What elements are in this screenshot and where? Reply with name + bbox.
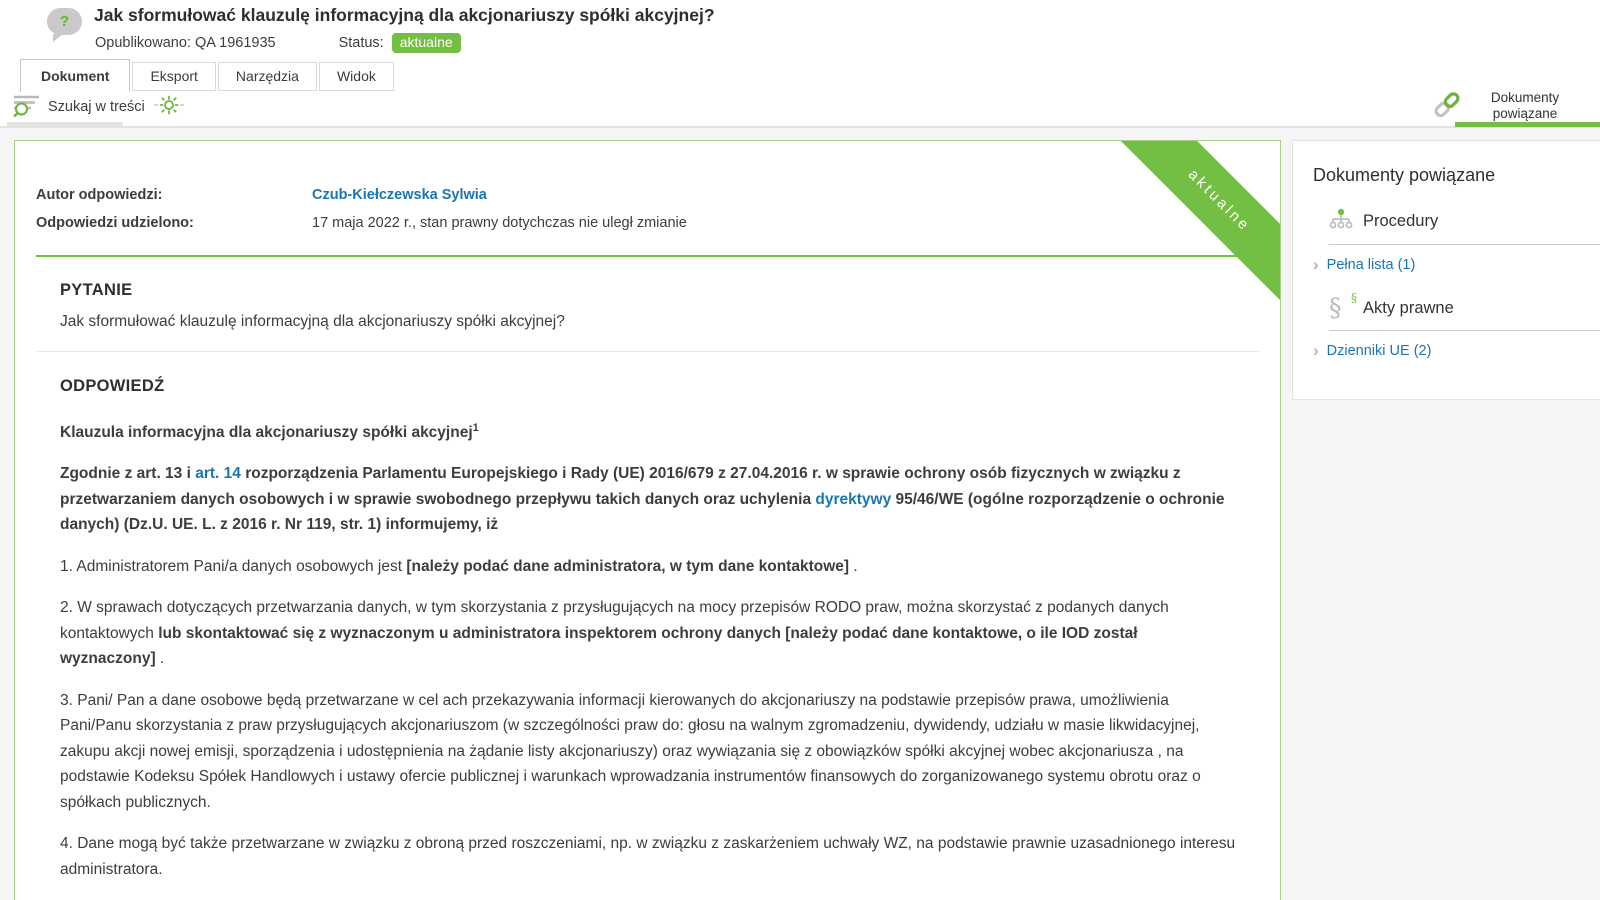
status-label: Status: <box>338 35 384 51</box>
answer-section <box>15 352 1280 900</box>
answer-title: Klauzula informacyjna dla akcjonariuszy spółki akcyjnej$^1$ <box>60 421 479 441</box>
search-in-content-button[interactable] <box>13 90 185 124</box>
related-documents-label: Dokumenty powiązane <box>1490 90 1560 121</box>
answer-paragraph-1: 1. Administratorem Pani/a danych osobowych jest [należy podać dane administratora, w tym dane kontaktowe] . <box>60 557 858 575</box>
search-lines-icon <box>13 93 40 122</box>
chevron-right-icon: › <box>1313 255 1319 274</box>
answer-intro-paragraph: Zgodnie z art. 13 i art. 14 rozporządzenia Parlamentu Europejskiego i Rady (UE) 2016/679 z 27.04.2016 r. w sprawie ochrony osób fizycznych w związku z przetwarzaniem danych osobowych i w sprawie swobodnego przepływu takich danych oraz uchylenia dyrektywy 95/46/WE (ogólne rozporządzenie o ochronie danych) (Dz.U. UE. L. z 2016 r. Nr 119, str. 1) informujemy, iż <box>60 465 1225 534</box>
inline-link[interactable]: art. 14 <box>195 465 241 483</box>
tab-narzedzia[interactable]: Narzędzia <box>218 62 317 91</box>
question-bubble-icon: ? <box>47 8 82 35</box>
brightness-icon[interactable] <box>153 93 185 121</box>
tab-widok[interactable]: Widok <box>319 62 394 91</box>
chevron-right-icon: › <box>1313 341 1319 360</box>
sidebar-link-label[interactable]: Pełna lista (1) <box>1326 257 1416 273</box>
related-active-underline <box>1455 122 1600 127</box>
answer-date-label: Odpowiedzi udzielono: <box>36 215 194 231</box>
search-label: Szukaj w treści <box>48 99 145 115</box>
tab-dokument[interactable]: Dokument <box>20 59 130 92</box>
sidebar-group-procedury <box>1293 186 1600 235</box>
question-text: Jak sformułować klauzulę informacyjną dla akcjonariuszy spółki akcyjnej? <box>60 313 565 330</box>
header <box>0 0 1600 128</box>
author-label: Autor odpowiedzi: <box>36 187 163 203</box>
answer-date-value: 17 maja 2022 r., stan prawny dotychczas nie uległ zmianie <box>312 215 687 231</box>
related-documents-button[interactable] <box>1430 86 1600 126</box>
tab-bar <box>20 59 394 91</box>
header-meta <box>95 33 461 53</box>
tab-eksport[interactable]: Eksport <box>132 62 215 91</box>
answer-paragraph-3: 3. Pani/ Pan a dane osobowe będą przetwarzane w cel ach przekazywania informacji kierowanych do akcjonariuszy na podstawie przepisów prawa, umożliwienia Pani/Panu skorzystania z praw przysługujących akcjonariuszom (w szczególności praw do: głosu na walnym zgromadzeniu, dywidendy, udziału w masie likwidacyjnej, zakupu akcji nowej emisji, sporządzenia i udostępnienia na żądanie listy akcjonariuszy) oraz wywiązania się z obowiązków spółki akcyjnej wobec akcjonariusza , na podstawie Kodeksu Spółek Handlowych i ustawy ofercie publicznej i warunkach wprowadzania instrumentów finansowych do zorganizowanego systemu obrotu oraz o spółkach publicznych. <box>60 691 1201 811</box>
link-icon <box>1430 87 1464 126</box>
sidebar-heading: Dokumenty powiązane <box>1313 165 1496 185</box>
search-underline <box>7 122 123 126</box>
sidebar-group-akty-prawne <box>1293 273 1600 321</box>
document-panel <box>14 140 1281 900</box>
answer-date-row <box>36 213 1259 233</box>
question-section <box>15 257 1280 331</box>
document-meta <box>36 185 1259 233</box>
sidebar-link-dzienniki-ue[interactable] <box>1293 331 1600 359</box>
page-title: Jak sformułować klauzulę informacyjną dla akcjonariuszy spółki akcyjnej? <box>94 5 715 25</box>
published-text: Opublikowano: QA 1961935 <box>95 35 276 51</box>
author-link[interactable]: Czub-Kiełczewska Sylwia <box>312 187 487 203</box>
sidebar-link-label[interactable]: Dzienniki UE (2) <box>1326 343 1432 359</box>
inline-link[interactable]: dyrektywy <box>815 490 892 508</box>
toolbar-divider <box>0 126 1600 128</box>
legal-acts-icon: § § <box>1329 291 1357 322</box>
answer-paragraph-4: 4. Dane mogą być także przetwarzane w związku z obroną przed roszczeniami, np. w związku z zaskarżeniem uchwały WZ, na podstawie prawnie uzasadnionego interesu administratora. <box>60 835 1236 878</box>
answer-paragraph-2: 2. W sprawach dotyczących przetwarzania danych, w tym skorzystania z przysługujących na mocy przepisów RODO praw, można skorzystać z podanych danych kontaktowych lub skontaktować się z wyznaczonym u administratora inspektorem ochrony danych [należy podać dane kontaktowe, o ile IOD został wyznaczony] . <box>60 599 1169 668</box>
question-heading: PYTANIE <box>60 281 133 299</box>
answer-heading: ODPOWIEDŹ <box>60 377 165 395</box>
procedures-icon <box>1329 208 1353 235</box>
status-ribbon: aktualne <box>1115 140 1281 305</box>
related-documents-panel <box>1292 140 1600 400</box>
sidebar-link-pelna-lista[interactable] <box>1293 245 1600 273</box>
status-badge: aktualne <box>392 33 461 53</box>
author-row <box>36 185 1259 205</box>
sidebar-group-label: Akty prawne <box>1363 298 1454 317</box>
sidebar-group-label: Procedury <box>1363 212 1439 230</box>
